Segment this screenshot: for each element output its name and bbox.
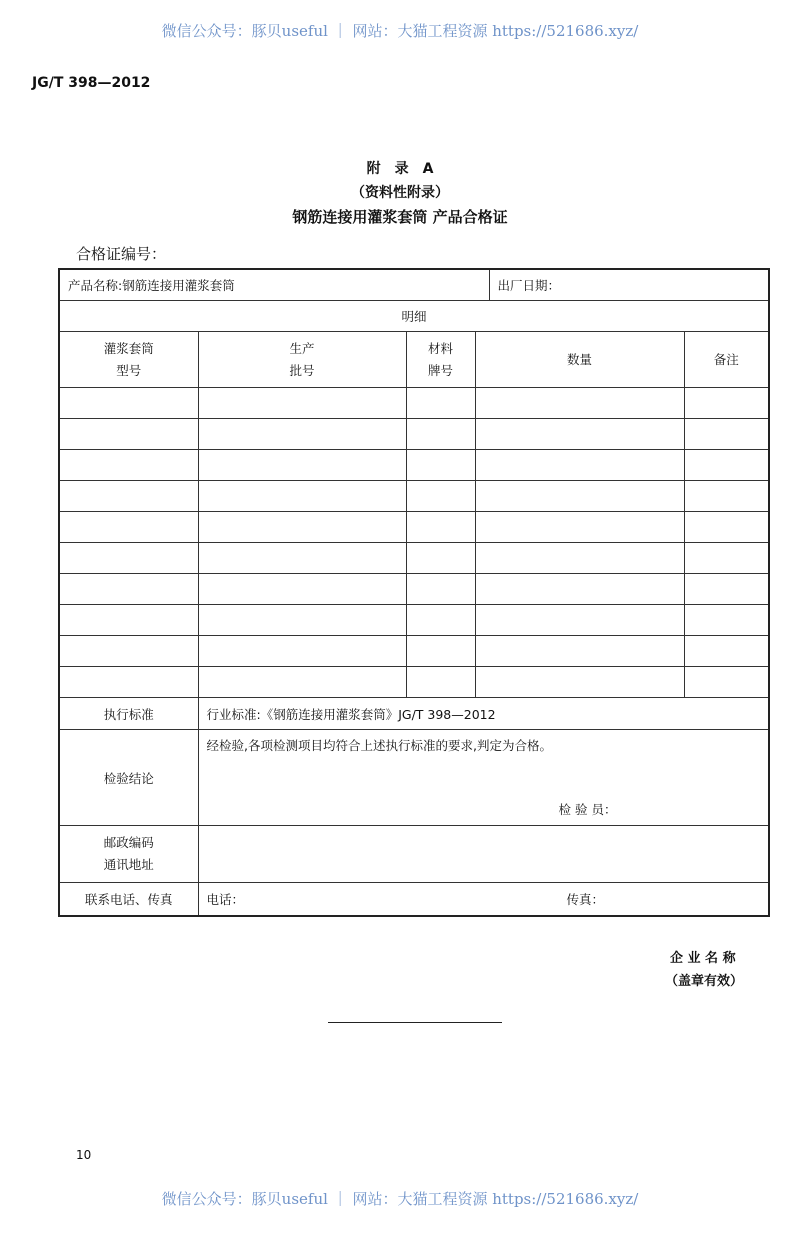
seal-note: （盖章有效） — [665, 974, 744, 989]
table-cell — [475, 481, 684, 512]
table-cell — [59, 667, 198, 698]
table-cell — [684, 388, 769, 419]
post-address-label: 邮政编码 通讯地址 — [59, 826, 198, 883]
table-cell — [59, 388, 198, 419]
table-row — [59, 419, 769, 450]
table-cell — [59, 605, 198, 636]
table-cell — [59, 574, 198, 605]
table-row — [59, 636, 769, 667]
table-row — [59, 605, 769, 636]
table-cell — [475, 605, 684, 636]
table-cell — [406, 574, 475, 605]
table-cell — [684, 636, 769, 667]
table-cell — [684, 605, 769, 636]
table-cell — [406, 450, 475, 481]
std-label: 执行标准 — [59, 698, 198, 730]
watermark-bottom: 微信公众号：豚贝useful ｜ 网站：大猫工程资源 https://521686.xyz/ — [161, 1190, 639, 1208]
date-cell: 出厂日期： — [489, 269, 769, 301]
table-cell — [475, 574, 684, 605]
table-cell — [684, 667, 769, 698]
conclusion-text: 经检验,各项检测项目均符合上述执行标准的要求,判定为合格。 — [206, 738, 552, 753]
header-model: 灌浆套筒 型号 — [59, 332, 198, 388]
header-material: 材料 牌号 — [406, 332, 475, 388]
header-batch: 生产 批号 — [198, 332, 406, 388]
table-cell — [406, 636, 475, 667]
table-cell — [475, 388, 684, 419]
product-name-cell: 产品名称:钢筋连接用灌浆套筒 — [59, 269, 489, 301]
phone-label: 电话： — [206, 892, 245, 907]
table-row — [59, 512, 769, 543]
table-cell — [198, 388, 406, 419]
table-cell — [406, 481, 475, 512]
header-quantity: 数量 — [475, 332, 684, 388]
table-cell — [684, 481, 769, 512]
table-cell — [198, 450, 406, 481]
contact-label: 联系电话、传真 — [59, 883, 198, 917]
table-cell — [406, 605, 475, 636]
table-cell — [198, 512, 406, 543]
table-cell — [198, 605, 406, 636]
table-cell — [475, 543, 684, 574]
table-cell — [59, 543, 198, 574]
table-cell — [406, 419, 475, 450]
table-cell — [406, 667, 475, 698]
end-rule — [328, 1022, 502, 1023]
table-cell — [475, 419, 684, 450]
table-row — [59, 667, 769, 698]
table-cell — [198, 543, 406, 574]
table-cell — [59, 636, 198, 667]
table-cell — [684, 512, 769, 543]
table-cell — [198, 667, 406, 698]
table-cell — [406, 543, 475, 574]
header-remark: 备注 — [684, 332, 769, 388]
fax-label: 传真： — [566, 892, 605, 907]
table-cell — [406, 388, 475, 419]
table-row — [59, 450, 769, 481]
table-cell — [475, 512, 684, 543]
standard-number: JG/T 398—2012 — [32, 75, 151, 91]
certificate-table — [58, 268, 770, 917]
table-cell — [59, 419, 198, 450]
post-address-value — [198, 826, 769, 883]
conclusion-label: 检验结论 — [59, 730, 198, 826]
table-cell — [475, 636, 684, 667]
detail-label: 明细 — [59, 301, 769, 332]
document-title: 钢筋连接用灌浆套筒 产品合格证 — [292, 208, 508, 226]
table-cell — [684, 419, 769, 450]
table-cell — [684, 574, 769, 605]
table-cell — [684, 450, 769, 481]
table-row — [59, 574, 769, 605]
table-cell — [198, 636, 406, 667]
page-number: 10 — [76, 1148, 92, 1162]
table-cell — [59, 512, 198, 543]
appendix-title: 附 录 A — [366, 161, 434, 177]
watermark-top: 微信公众号：豚贝useful ｜ 网站：大猫工程资源 https://521686.xyz/ — [161, 22, 639, 40]
std-value: 行业标准:《钢筋连接用灌浆套筒》JG/T 398—2012 — [198, 698, 769, 730]
table-cell — [475, 667, 684, 698]
table-cell — [59, 481, 198, 512]
table-cell — [198, 419, 406, 450]
table-cell — [198, 481, 406, 512]
table-cell — [406, 512, 475, 543]
table-row — [59, 388, 769, 419]
table-row — [59, 543, 769, 574]
contact-cell — [198, 883, 769, 917]
inspector-label: 检 验 员： — [558, 802, 617, 817]
table-cell — [198, 574, 406, 605]
table-cell — [684, 543, 769, 574]
appendix-type: （资料性附录） — [351, 185, 449, 201]
conclusion-cell — [198, 730, 769, 826]
company-name: 企 业 名 称 — [670, 951, 736, 966]
cert-number-label: 合格证编号： — [76, 245, 167, 263]
table-row — [59, 481, 769, 512]
table-cell — [475, 450, 684, 481]
table-cell — [59, 450, 198, 481]
